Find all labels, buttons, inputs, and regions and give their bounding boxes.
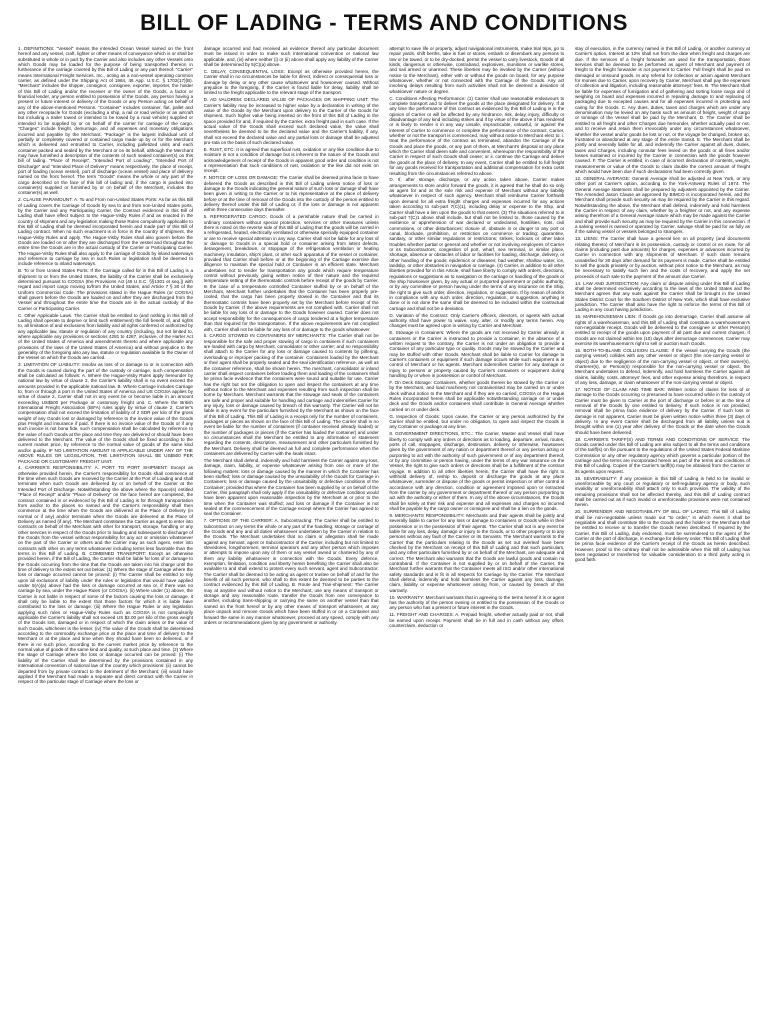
clause-liens: 13. LIENS: The Carrier shall have a general lien on all property (and documents relating thereto) of Merchant in its possession, custody or control or en route, for all claims (including past due amounts) for charges, expenses or advances incurred by Carrier in connection with any shipments of Merchant. If such claim remains unsatisfied for 30 days after demand for its payment is made, Carrier shall be entitled to sell the goods privately or by auction, without prior notice to the Merchant, as may be necessary to satisfy such lien and the costs of recovery, and apply the net proceeds of such sale to the payment of the amount due Carrier. [574, 236, 750, 279]
clause-paramount-us: B. To or from United States Ports: If the Carriage called for in this Bill of Lading is a shipment to or from the United States, the liability of the Carrier shall be exclusively determined pursuant to COGSA (the Provisions Act [46 U.S.C. §§1301 et seq.]) with regard and import cargo moving to/from the United States, and Article 7 § 30 of the Uniform Commercial Code. The provisions stated in the Hague Rules (or COGSA) shall govern before the Goods are loaded on and after they are discharged from the Vessel and throughout the entire time the Goods are in the actual custody of the Carrier or Participating Carrier. [18, 268, 193, 311]
clause-definitions: 1. DEFINITIONS: "Vessel" means the intended Ocean Vessel named on the front hereof and any vessel, craft, lighter or other means of conveyance which is or shall be substituted in whole or in part by the Carrier and also includes any other Vessels onto which Goods may be loaded for the purpose of being transported thereon in furtherance of the carriage covered by this Bill of Lading or any part thereof. "Carrier" means International Freight Services, Inc., acting as a non-vessel operating common carrier, as defined under the Shipping Act of 1984, 46 App. U.S.C. § 1702(17)(B). "Merchant" includes the shipper, consignor, consignee, exporter, importer, the holder of this Bill of Lading and/or the receiver or the owner of the Goods, a factor or financial lender, any person entitled to possession of the Goods, any person having a present or future interest or delivery of the Goods or any Person acting on behalf of any of the above-mentioned Persons. "Container" includes container, flat, pallet and any other receptacle for Goods (excluding a ship, a rail or road vehicle or an aircraft but including a trailer towed or intended to be towed by a road vehicle) supplied or intended to be supplied by or on behalf of the carrier for carriage of the cargo. "Charges" include freight, demurrage, and all expenses and monetary obligations incurred and payable by the Merchant. "Package" is the largest individual unit of partially or completely covered or contained cargo made up by or for the Merchant which is delivered and entrusted to Carrier, including palletized units and each container packed and sealed by the Merchant or on its behalf, although the Merchant may have furnished a description of the contents of such sealed container(s) on this bill of lading. "Place of Receipt", "Intended Port of Loading", "Intended Port of Discharge" and "Intended Place of Delivery" means respectively, the place of receipt, port of loading (ocean vessel), port of discharge (ocean vessel) and place of delivery named on the front hereof. The term "Goods" means the whole or any part of the cargo described on the face of this bill of lading and, if the cargo is packed into container(s) supplied or furnished by or on behalf of the Merchant, includes the container(s) as well. [18, 46, 193, 196]
clause-general-average: 12. GENERAL AVERAGE: General Average shall be adjusted at New York, or any other port at Carrier's option, according to the York-Antwerp Rules of 1974. The General Average statement shall be prepared by adjusters appointed by the Carrier. The Amended Jason Clause as approved by BIMCO is incorporated herein, and the Merchant shall provide such security as may be required by the Carrier in this regard. Notwithstanding the above, the Merchant shall defend, indemnify and hold harmless the Carrier in respect of any claim, whether by a freighter or not, and any expense arising therefrom of a General Average nature which may be made against the Carrier and shall provide such security as may be required by the Carrier in this connection. If a salving vessel is owned or operated by Carrier, salvage shall be paid for as fully as if the salving vessel or vessels belonged to strangers. [574, 175, 750, 235]
terms-column-3 [389, 46, 564, 1018]
clause-warranty: 10. WARRANTY: Merchant warrants that in agreeing to the terms hereof it is or agent has the authority of the person owning or entitled to the possession of the Goods or any person who has a present or future interest in the Goods. [389, 594, 565, 611]
clause-merchant-indemnity: The Merchant shall defend, indemnify and hold harmless the Carrier against any loss, damage, claim, liability, or expense whatsoever arising from one or more of the following matters: loss or damage caused by the manner in which the Container has been stuffed; loss or damage caused by the unsuitability of the Goods for Carriage in Containers; loss or damage caused by the unsuitability or defective conditions of the Container; provided that where the Container has been supplied by or on behalf of the Carrier, this paragraph shall only apply if the unsuitability or defective condition would have been apparent upon reasonable inspection by the Merchant at or prior to the time when the Container was stuffed; and loss or damage if the Container is not sealed at the commencement of the Carriage except where the Carrier has agreed to seal the Container. [203, 457, 379, 517]
clause-options-of-carrier: 7. OPTIONS OF THE CARRIER: A. Subcontracting: The Carrier shall be entitled to subcontract on any terms the whole or any part of the handling, storage or carriage of the Goods and any and all duties whatsoever undertaken by the Carrier in relation to the Goods. The Merchant undertakes that no claim or allegation shall be made against any Servant, agent or Subcontractor of the Carrier, including but not limited to stevedores, longshoremen, terminal operators and any other person which imposes or attempts to impose upon any of them or any vessel owned or chartered by any of them any liability whatsoever in connection with the Goods. Every defence, exemption, limitation, condition and liberty herein benefiting the Carrier shall also be available to and shall extend to protect every such servant, agent and Subcontractor. The Carrier shall be deemed to be acting as agent or trustee on behalf of and for the benefit of all such persons, who shall to this extent be deemed to be parties to the contract evidenced by this Bill of Lading. B. Route and Tran-shipment: The Carrier may at anytime and without notice to the Merchant, use any means of transport or storage and any reasonable route, transfer the Goods from one conveyance to another, including trans-shipping or carrying the same on another vessel than that named on the front hereof or by any other means of transport whatsoever, at any place unpack and remove Goods which have been stuffed in or on a Container and forward the same in any manner whatsoever, proceed at any speed, comply with any orders or recommendations given by any government or authority. [203, 518, 379, 625]
clause-stowage-in-containers: E. Stowage in Containers: Where the goods are not received by Carrier already in containers or the Carrier is instructed to provide a Container, in the absence of a written request to the contrary, the Carrier is not under an obligation to provide a Container of any particular type or quality. Goods may be stowed by the Carrier and may be stuffed with other Goods. Merchant shall be liable to Carrier for damage to Carrier's containers or equipment if such damage occurs while such equipment is in control of Merchant or his agents. Merchant indemnifies Carrier for any damage or injury to persons or property caused by Carrier's containers or equipment during handling by or when in possession or control of Merchant. [389, 330, 565, 378]
clause-notice-of-loss: F. NOTICE OF LOSS OR DAMAGE: The Carrier shall be deemed prima facie to have delivered the Goods as described in this Bill of Lading unless notice of loss or damage to the Goods indicating the general nature of such loss or damage shall have been given in writing to the Carrier or to his representative at the place of delivery before or at the time of removal of the Goods into the custody of the person entitled to delivery thereof under this Bill of Lading or, if the loss or damage is not apparent within three consecutive days thereafter. [203, 175, 379, 213]
clause-cargo-stowed-in-containers: 6. CARGO STOWED IN CONTAINERS BY MERCHANTS: The Carrier shall not be responsible for the safe and proper stowing of cargo in containers if such containers are loaded with cargo by Merchant, consolidator or other carrier; and no responsibility shall attach to the Carrier for any loss or damage caused to contents by pilfering, overloading or improper packing of the container. Containers loaded by the Merchant or their agent shall be properly sealed and the seal identification reference, as well as the container reference, shall be shown herein. The merchant, consolidator or inland carrier shall inspect containers before loading them and loading of the containers shall be prima facie evidence that the containers were sound and suitable for use. Carrier has the right but not the obligation to open and inspect the containers at any time without notice to the Merchant and expenses resulting from such inspection shall be borne by Merchant. Merchant warrants that the stowage and seals of the containers are safe and proper and suitable for handling and carriage and indemnifies Carrier for any injury, loss or damage caused by breach of this warranty. The Carrier will not be liable in any event for the particulars furnished by the Merchant as shown on the face of this Bill of Lading. This Bill of Lading is a receipt only for the number of containers, packages or pieces as shown on the face of this Bill of Lading. The Carrier shall in no event be liable for the number of containers (if container received already loaded) or the number of packages or pieces (if the Carrier has loaded the container) and under no circumstances shall the Merchant be entitled to any information or statement regarding the contents, description, measurement and other particulars furnished by the Merchant. Delivery shall be deemed as full and complete performance when the containers are delivered by Carrier with the seals intact. [203, 333, 379, 456]
clause-surrender-negotiability: 20. SURRENDER AND NEGOTIABILITY OF BILL OF LADING: This Bill of Lading shall be non-negotiable unless made out "to order," in which event it shall be negotiable and shall constitute title to the Goods and the holder or the Merchant shall be entitled to receive or to transfer the Goods herein described. If required by the Carrier, this Bill of Lading, duly endorsed, must be surrendered to the agent of the Carrier at the port of discharge, in exchange for delivery order. This Bill of Lading shall be prima facie evidence of the Carrier's receipt of the Goods as herein described. However, proof to the contrary shall not be admissible when this Bill of Lading has been negotiated or transferred for valuable consideration to a third party acting in good faith. [574, 509, 750, 563]
page-title: BILL OF LADING - TERMS AND CONDITIONS [140, 10, 628, 35]
clause-variation-of-contract: D. Variation of the Contract: Only Carrier's officers, directors, or agents with actual authority shall have power to waive, vary, alter, or modify any terms herein. Any changes must be agreed upon in writing by Carrier and Merchant. [389, 312, 565, 329]
clause-carriers-tariffs: 18. CARRIER'S TARIFF(S) AND TERMS AND CONDITIONS OF SERVICE: The Goods carried under this Bill of Lading are also subject to all the terms and conditions of the tariff(s) on file pursuant to the regulations of the United States Federal Maritime Commission or any other regulatory agency which governs a particular portion of the carriage and the terms are incorporated herein as part of the terms and conditions of this Bill of Lading. Copies of the Carrier's tariff(s) may be obtained from the Carrier or its agents upon request. [574, 436, 750, 474]
clause-both-to-blame: 16. BOTH-TO-BLAME COLLISION CLAUSE: If the vessel carrying the Goods (the carrying vessel) collides with any other vessel or object (the non-carrying vessel or object) due to the negligence of the non-carrying vessel or object, or their owner(s), charterer(s), or Person(s) responsible for the non-carrying vessel or object, the Merchant undertakes to defend, indemnify, and hold harmless the Carrier against all claims, liability, costs, attorneys' fees, and other expense arising therefrom, in respect of any loss, damage, or claim whatsoever of the non-carrying vessel or object. [574, 347, 750, 385]
terms-column-2 [204, 46, 379, 1018]
clause-on-deck-storage: F. On Deck Storage: Containers, whether goods therein be stowed by the Carrier or by the Merchant, and load machinery not containerised may be carried on or under deck without notice to the Merchant and if they are so carried, COGSA or the Hague Rules incorporated herein shall be applicable notwithstanding carriage on or under deck and the Goods and/or containers shall contribute in General Average whether carried on or under deck. [389, 379, 565, 412]
clause-merchants-responsibility: 9. MERCHANTS RESPONSIBILITY: Merchants and their agents shall be jointly and severally liable to carrier for any loss or damage to containers or Goods while in their possession or in the possession of their agents. The Carrier shall not in any event be liable for any loss, delay, damage or injury to the Goods, or to other property or to any persons without any fault of the Carrier or its Servants. The Merchant warrants to the Carrier that the particulars relating to the Goods as set out overleaf have been checked by the Merchant on receipt of this Bill of Lading and that such particulars, and any other particulars furnished by or on behalf of the Merchant, are adequate and correct. The Merchant also warrants that the Goods are lawful goods and contain no contraband. If the Container is not supplied by or on behalf of the Carrier, the Merchant further warrants that the Container meets all ISO and/or other international safety standards and is fit in all respects for Carriage by the Carrier. The Merchant shall defend, indemnify and hold harmless the Carrier against any loss, damage, claim, liability or expense whatsoever arising from, or caused by breach of this warranty. [389, 512, 565, 593]
clause-continued: stay of execution, in the currency named in this Bill of Lading, or another currency at Carrier's option. Interest at 12% shall run from the date when freight and charges are due. If the services of a freight forwarder are used for the transportation, those services shall be deemed to be performed as agent of Merchant and payment of freight to the freight forwarder is not payment to Carrier. Full freight shall be paid on damaged or unsound goods. In any referral for collection or action against Merchant for monies due to Carrier, upon recovery by Carrier, Merchant shall pay the expenses of collection and litigation, including reasonable attorneys' fees. B. The Merchant shall be liable for expenses of fumigation and of gathering and sorting loose cargo and of weighing on board and expenses incurred in repairing damage to and replacing of packaging due to excepted causes and for all expenses incurred in protecting and caring for the Goods. C. Any dues, duties, taxes and charges which are under any denomination may be levied on any basis such as amount of freight, weight of cargo or tonnage of the Vessel shall be paid by the Merchant. D. The Carrier shall be entitled to all freight and other Charges due hereunder, whether actually paid or not, and to receive and retain them irrevocably under any circumstances whatsoever, whether the vessel and/or goods be lost or not, or the voyage be changed, broken up, frustrated or abandoned at any stage of the entire transit. E. The Merchant shall be jointly and severally liable for all, and indemnify the Carrier against all dues, duties, taxes and Charges, including consular fees levied on the goods or all fines and/or losses sustained or incurred by the Carrier in connection with the goods however caused. F. The Carrier is entitled, in case of incorrect declaration of contents, weight, measurements or value of the Goods to claim double the correct amount of freight which would have been due if such declarations had been correctly given. [574, 46, 750, 174]
clause-rust: E. RUST, ETC: It is agreed that superficial rust, oxidation or any like condition due to moisture is not a condition of damage but is inherent to the nature of the Goods and acknowledgement of receipt of the Goods in apparent good order and condition is not a representation that such conditions of rust, oxidation or the like did not exist on receipt. [203, 146, 379, 174]
clause-storage-forwarding: D. If, after storage, discharge, or any action taken above, Carrier makes arrangements to store and/or forward the goods, it is agreed that he shall do so only as agent for and at the sole risk and expense of Merchant without any liability whatsoever in respect of such agency. Merchant shall reimburse Carrier forthwith upon demand for all extra freight charges and expenses incurred for any actions taken according to sub-part 7(C)(1), including delay or expense to the Ship, and Carrier shall have a lien upon the goods to that extent. (3) The situations referred to in sub-part 7(C)1 above shall include, but shall not be limited to, those caused by the existence or apprehension of war declared or undeclared, hostilities, riots, civil commotions, or other disturbances; closure of, obstacle in or danger to any port or canal, blockade, prohibition, or restriction on commerce or trading; quarantine, sanitary, or other similar regulations or restrictions; strikes, lockouts or other labor troubles whether partial or general and whether or not involving employees of Carrier or its Subcontractors; congestion of port, wharf, sea terminal, or similar place, shortage, absence or obstacles of labor or facilities for loading, discharge, delivery, or other handling of the goods; epidemics or diseases; bad weather, shallow water, ice, landslip, or other obstacles in navigation or carriage. (4) Carrier, in addition to all other liberties provided for in this Article, shall have liberty to comply with orders, directions, regulations or suggestions as to navigation or the carriage or handling of the goods or the ship howsoever given, by any actual or purported government or public authority, or by any committee or person having under the terms of any insurance on the Ship, the right to give such order, direction, regulation, or suggestion. If by reason of and/or in compliance with any such order, direction, regulation, or suggestion, anything is done or is not done the same shall be deemed to be included within the contractual carriage and shall not be a deviation. [389, 177, 565, 311]
clause-law-and-jurisdiction: 14. LAW AND JURISDICTION: Any claim or dispute arising under this Bill of Lading shall be determined exclusively according to the laws of the United States and the Merchant agrees that any suits against the Carrier shall be brought in the United States District Court for the Southern District of New York, which shall have exclusive jurisdiction. The Carrier shall also have the right to enforce the terms of this Bill of Lading in any court having jurisdiction. [574, 280, 750, 313]
terms-columns [18, 46, 750, 1018]
terms-column-4 [575, 46, 750, 1018]
clause-delay: C. DELAY, CONSEQUENTIAL LOSS: Except as otherwise provided herein, the Carrier shall in no circumstances be liable for direct, indirect or consequential loss or damage by delay or any other cause whatsoever and howsoever caused. Without prejudice to the foregoing, if the Carrier is found liable for delay, liability shall be limited to the freight applicable to the relevant stage of the transport. [203, 68, 379, 96]
clause-carriers-responsibility: 4. CARRIER'S RESPONSIBILITY: A. PORT TO PORT SHIPMENT: Except as otherwise provided herein, the Carrier's responsibility for Goods shall commence at the time when such Goods are received by the Carrier at the Port of Loading and shall terminate when such Goods are delivered by or on behalf of the Carrier at the Intended Port of Discharge. Notwithstanding the above where the Space(s) entitled "Place of Receipt" and/or "Place of Delivery" on the face hereof are completed, the contract contained in or evidenced by this Bill of Lading is for through transportation from and/or to the places so named and the Carrier's responsibility shall then commence at the time when the Goods are delivered at the Place of Delivery (in normal or if any) and/or terminate when the Goods are delivered at the Place of Delivery as named (if any). The Merchant constitutes the Carrier as agent to enter into contracts on behalf of the Merchant with other for transport, storage, handling or any other services in respect of the Goods prior to loading and subsequent to discharge of the Goods from the vessel without responsibility for any act or omission whatsoever on the part of the Carrier or others and the Carrier may as such agent, enter into contracts with other on any terms whatsoever including terms less favorable than the terms in this Bill of Lading. B. COMBINED TRANSPORT: Except as otherwise provided herein, if the Bill of Lading, the Carrier shall be liable for loss of or damage to the Goods occurring from the time that the Goods are taken into his charge until the time of delivery to the extent set out below: (1) Where the stage of Carriage where the loss or damage occurred cannot be proved: (i) The Carrier shall be entitled to rely upon all exclusions of liability under the rules or legislation that would have applied under 5(A)(a) above had the loss or damage occurred at sea or, if there was no carriage by sea, under the Hague Rules (or COGSA). (ii) Where under (1) above, the Carrier is not liable in respect of some of the factors causing the loss or damage, it shall only be liable to the extent that those factors for which it is liable have contributed to the loss or damage. (iii) Where the Hague Rules or any legislation applying such rules or Hague-Visby Rules such as COGSA is not compulsorily applicable the Carrier's liability shall not exceed US $2.00 per kilo of the gross weight of the Goods lost, damaged or in respect of which the claim arises or the value of such Goods, whichever is the lesser. (iv) The value of the Goods shall be determined according to the commodity exchange price at the place and time of delivery to the Merchant or at the place and time when they should have been so delivered, or if there is no such price, according to the current market price by reference to the normal value of goods of the same kind and quality, at such place and time. (2) Where the stage of Carriage where the loss or damage occurred can be proved: (i) The liability of the Carrier shall be determined by the provisions contained in any international convention of national law of the country which provisions: (ii) cannot be departed from by private contract to the detriment of the Merchant; (iii) would have applied if the Merchant had made a separate and direct contract with the Carrier in respect of the particular stage of Carriage where the loss or [18, 465, 193, 685]
clause-inspection-of-goods: G. Inspection of Goods: Upon cause, the Carrier or any person authorized by the Carrier shall be entitled, but under no obligation, to open and inspect the Goods in any Container or package at any time. [389, 413, 565, 430]
clause-freight-and-charges: 11. FREIGHT AND CHARGES: A. Prepaid freight, whether actually paid or not, shall be earned upon receipt. Payment shall be in full and in cash without any offset, counterclaim, deduction or [389, 612, 565, 629]
clause-paramount: 2. CLAUSE PARAMOUNT: A. To and From non-United States Ports: As far as this Bill of Lading covers the Carriage of Goods by sea to and from non-United States ports, by the Carrier and any Participating Carrier, the Contract evidenced in this Bill of Lading shall have effect subject to the Hague-Visby Rules if and as enacted in the country of shipment and any legislation making those Rules compulsorily applicable to this Bill of Lading shall be deemed incorporated herein and made part of this Bill of Lading contract. When no such enactment is in force in the country of shipment, the Hague-Visby Rules and apply. The Hague-Visby Rules shall also govern before the Goods are loaded on or after they are discharged from the vessel and throughout the entire time the Goods are in the actual custody of the Carrier or Participating Carrier. The Hague-Visby Rules shall also apply to the carriage of Goods by inland waterways and reference to carriage by sea in such Rules or legislation shall be deemed to include reference to inland waterways. [18, 197, 193, 267]
clause-paramount-other-laws: C. Other Applicable Laws. The Carrier shall be entitled to (and nothing in this Bill of Lading shall operate to deprive or limit such entitlement) the full benefit of, and rights to, all limitation of and exclusions from liability and all rights conferred or authorized by any applicable law, statute or regulation of any country (including, but not limited to, where applicable any provisions or sections 4281 to 4287, inclusive, of the Harter Act of the United States of America and amendments thereto and where applicable any provisions of the laws of the United States of America) and without prejudice to the generality of the foregoing also any law, statute or regulation available to the Owner of the Vessel on which the Goods are carried. [18, 312, 193, 361]
clause-warehouseman-lien: 15. MAREHOUSEMAN LIEN: If Goods go into demurrage, Carrier shall assume all rights of a warehouseman, and this Bill of Lading shall constitute a warehouseman's non-negotiable receipt. Goods will be delivered to the consignee or other Person(s) entitled to receipt of the goods upon payment of all past due and current charges. If Goods are not claimed within ten (10) days after demurrage commences, Carrier may exercise its warehouseman's right to sell or auction such Goods. [574, 314, 750, 346]
clause-government-directions: 8. GOVERNMENT DIRECTIONS, ETC.: The Carrier, Master and Vessel shall have liberty to comply with any orders or directions as to loading, departure, arrival, routes, ports of call, stoppages, discharge, destination, delivery or otherwise, howsoever given by the government of any nation or department thereof or any person acting or purporting to act with the authority of such government or of any department thereof, or by any committee or person having, under the terms of any war insurance on the Vessel, the right to give such orders or directions shall be a fulfillment of the contract voyage. In addition to all other liberties herein, the Carrier shall have the right to withhold delivery of, reship to, deposit or discharge the goods at any place whatsoever, surrender or dispose of the goods or permit inspection or other control in accordance with any direction, condition or agreement imposed upon or extracted from the carrier by any government or department thereof or any person purporting to act with the authority or either of them. In any of the above circumstances, the Goods shall be solely at their risk and expense and all expenses and charges so incurred shall be payable by the cargo owner or consignee and shall be a lien on the goods. [389, 431, 565, 512]
clause-continued: attempt to save life or property, adjust navigational instruments, make trial trips, go to repair yards, shift berths, take in fuel or stores, embark or disembark any persons to tow or be towed, or to be dry-docked; permit the vessel to carry livestock, Goods of all kinds, dangerous or otherwise, contraband, explosives, munitions or warlike stores, and sail armed or unarmed. These liberties may be invoked by the Carrier (without notice to the Merchant), either with or without the goods on board, for any purpose whatsoever, whether or not connected with the Carriage of the Goods. Any act involving delays resulting from such activities shall not be deemed a deviation of whatsoever nature or degree. [389, 46, 565, 94]
clause-continued: damage occurred and had received as evidence thereof any particular document must be issued in order to make such international convention or national law applicable, and, (iv) where neither (i) or (ii) above shall apply any liability of the Carrier shall be determined by 5(C)(a) above. [203, 46, 379, 68]
clause-ad-valorem: D. AD VALOREM: DECLARED VALUE OF PACKAGES OR SHIPPING UNIT: The Carrier's liability may be increased to higher value by a declaration in writing of the value of the Goods by the Merchant upon delivery to the Carrier of the Goods for shipment. Such higher value being inserted on the front of this Bill of Lading in the space provided for and, if required by the Carrier, extra freight paid in such case. If the actual value of the Goods shall exceed such declared value, the value shall nevertheless be deemed to be the declared value and the Carrier's liability, if any, shall not exceed the declared value and any partial loss or damage shall be adjusted pro-rata on the basis of such declared value. [203, 97, 379, 146]
clause-severability: 19. SEVERABILITY: If any provision in this Bill of Lading is held to be invalid or unenforceable by any court or regulatory or self-regulatory agency or body, such invalidity or unenforceability shall attach only to such provision. The validity of the remaining provisions shall not be affected thereby, and this Bill of Lading contract shall be carried out as if such invalid or unenforceable provisions were not contained herein. [574, 475, 750, 508]
terms-page [18, 6, 750, 1018]
clause-conditions-affecting-performance: C. Conditions Affecting Performance: (1) Carrier shall use reasonable endeavours to complete transport and to deliver the goods at the place designated for delivery. If at any time the performance of this contract as evidenced by this Bill of Lading is in the opinion of Carrier or will be affected by any hindrance, risk, delay, injury, difficulty or disadvantage of any kind including strikes and if by virtue of the above it has rendered or is likely to render it in any way unsafe, impracticable, unlawful, or against the interest of Carrier to commence or complete the performance of the contract, Carrier, whether or not the transport is commenced, may without notice to Merchant elect to: i. treat the performance of the contract as terminated, abandon the Carriage of the Goods and place the goods, or any part of them, at Merchant's disposal at any place which the Carrier shall deem safe and convenient, whereupon the responsibility of the Carrier in respect of such Goods shall cease; or ii. continue the Carriage and deliver the goods at the place of delivery. In any event, Carrier shall be entitled to full freight for any goods received for transportation and additional compensation for extra costs resulting from the circumstances referred to above. [389, 95, 565, 176]
clause-refrigerated-cargo: 5. REFRIGERATED CARGO: Goods of a perishable nature shall be carried in ordinary containers without special protection, services or other measures unless there is noted on the reverse side of this Bill of Lading that the goods will be carried in a refrigerated, heated, electrically ventilated or otherwise specially equipped container or are to receive special attention in any way. Carrier shall not be liable for any loss of or damage to Goods in a special hold or container arising from latent defects, derangement, breakdown, or stoppage of the refrigeration ventilation or heating machinery, insulation, ship's plant, or other such apparatus of the vessel or container, provided that Carrier shall before or at the beginning of the Carriage exercise due diligence to maintain the special hold or Container in an efficient state. Merchant undertakes not to tender for transportation any goods which require temperature control without previously giving written notice of their nature and the required temperature setting of the thermostatic controls before receipt of the goods by Carrier. In the case of a temperature controlled Container stuffed by or on behalf of the Merchant, Merchant further undertakes that the Container has been properly pre-cooled, that the cargo has been properly stowed in the Container and that its thermostatic controls have been properly set by the Merchant before receipt of the Goods by Carrier. If the above requirements are not complied with, Carrier shall not be liable for any loss of or damage to the Goods however caused. Carrier does not accept responsibility for the consequences of cargo tendered at a higher temperature than that required for the transportation. If the above requirements are not complied with, Carrier shall not be liable for any loss of or damage to the goods whatsoever. [203, 214, 379, 332]
clause-limitation-of-liability: 3. LIMITATION OF LIABILITY: Insofar as loss of or damage to or in connection with the Goods is caused during the part of the custody or carriage, such compensation shall be calculated as follows: A. Where the Hague-Visby Rules apply hereunder by national law by virtue of clause 2, the Carrier's liability shall in no event exceed the amounts provided in the applicable national law. B. Where Carriage includes Carriage to, from or through a port in the United States of America and US COGSA applies by virtue of clause 2, Carrier shall not in any event be or become liable in an amount exceeding US$500 per Package or customary freight unit. C. Where the British International Freight Association (BIFA) rules apply by virtue of clause 2, Carrier's compensation shall not exceed the limitation of liability of 2 SDR per kilo of the gross weight of any Goods lost or damaged by reference to the invoice value of the Goods plus Freight and insurance if paid. If there is no invoice value of the Goods or if any such invoice is not bona fide, such compensation shall be calculated by reference to the value of such Goods at the place and time they are delivered or should have been delivered to the Merchant. The value of the Goods shall be fixed according to the current market price, by reference to the normal value of goods of the same kind and/or quality. IF NO LIMITATION AMOUNT IS APPLICABLE UNDER ANY OF THE ABOVE RULES OR LEGISLATION, THE LIMITATION SHALL BE US$500 PER PACKAGE OR CUSTOMARY FREIGHT UNIT. [18, 362, 193, 464]
clause-notice-of-claim: 17. NOTICE OF CLAIM AND TIME BAR: Written notice of claims for loss of or damage to the Goods occurring or presumed to have occurred while in the custody of Carrier must be given to Carrier at the port of discharge or before or at the time of removal of the Goods by one entitled to delivery. If such notice is not provided, removal shall be prima facie evidence of delivery by the Carrier. If such loss or damage is not apparent, Carrier must be given written notice within three (3) days of delivery. In any event Carrier shall be discharged from all liability unless suit is brought within one (1) year after delivery of the Goods or the date when the Goods should have been delivered. [574, 386, 750, 435]
terms-column-1 [18, 46, 193, 1018]
